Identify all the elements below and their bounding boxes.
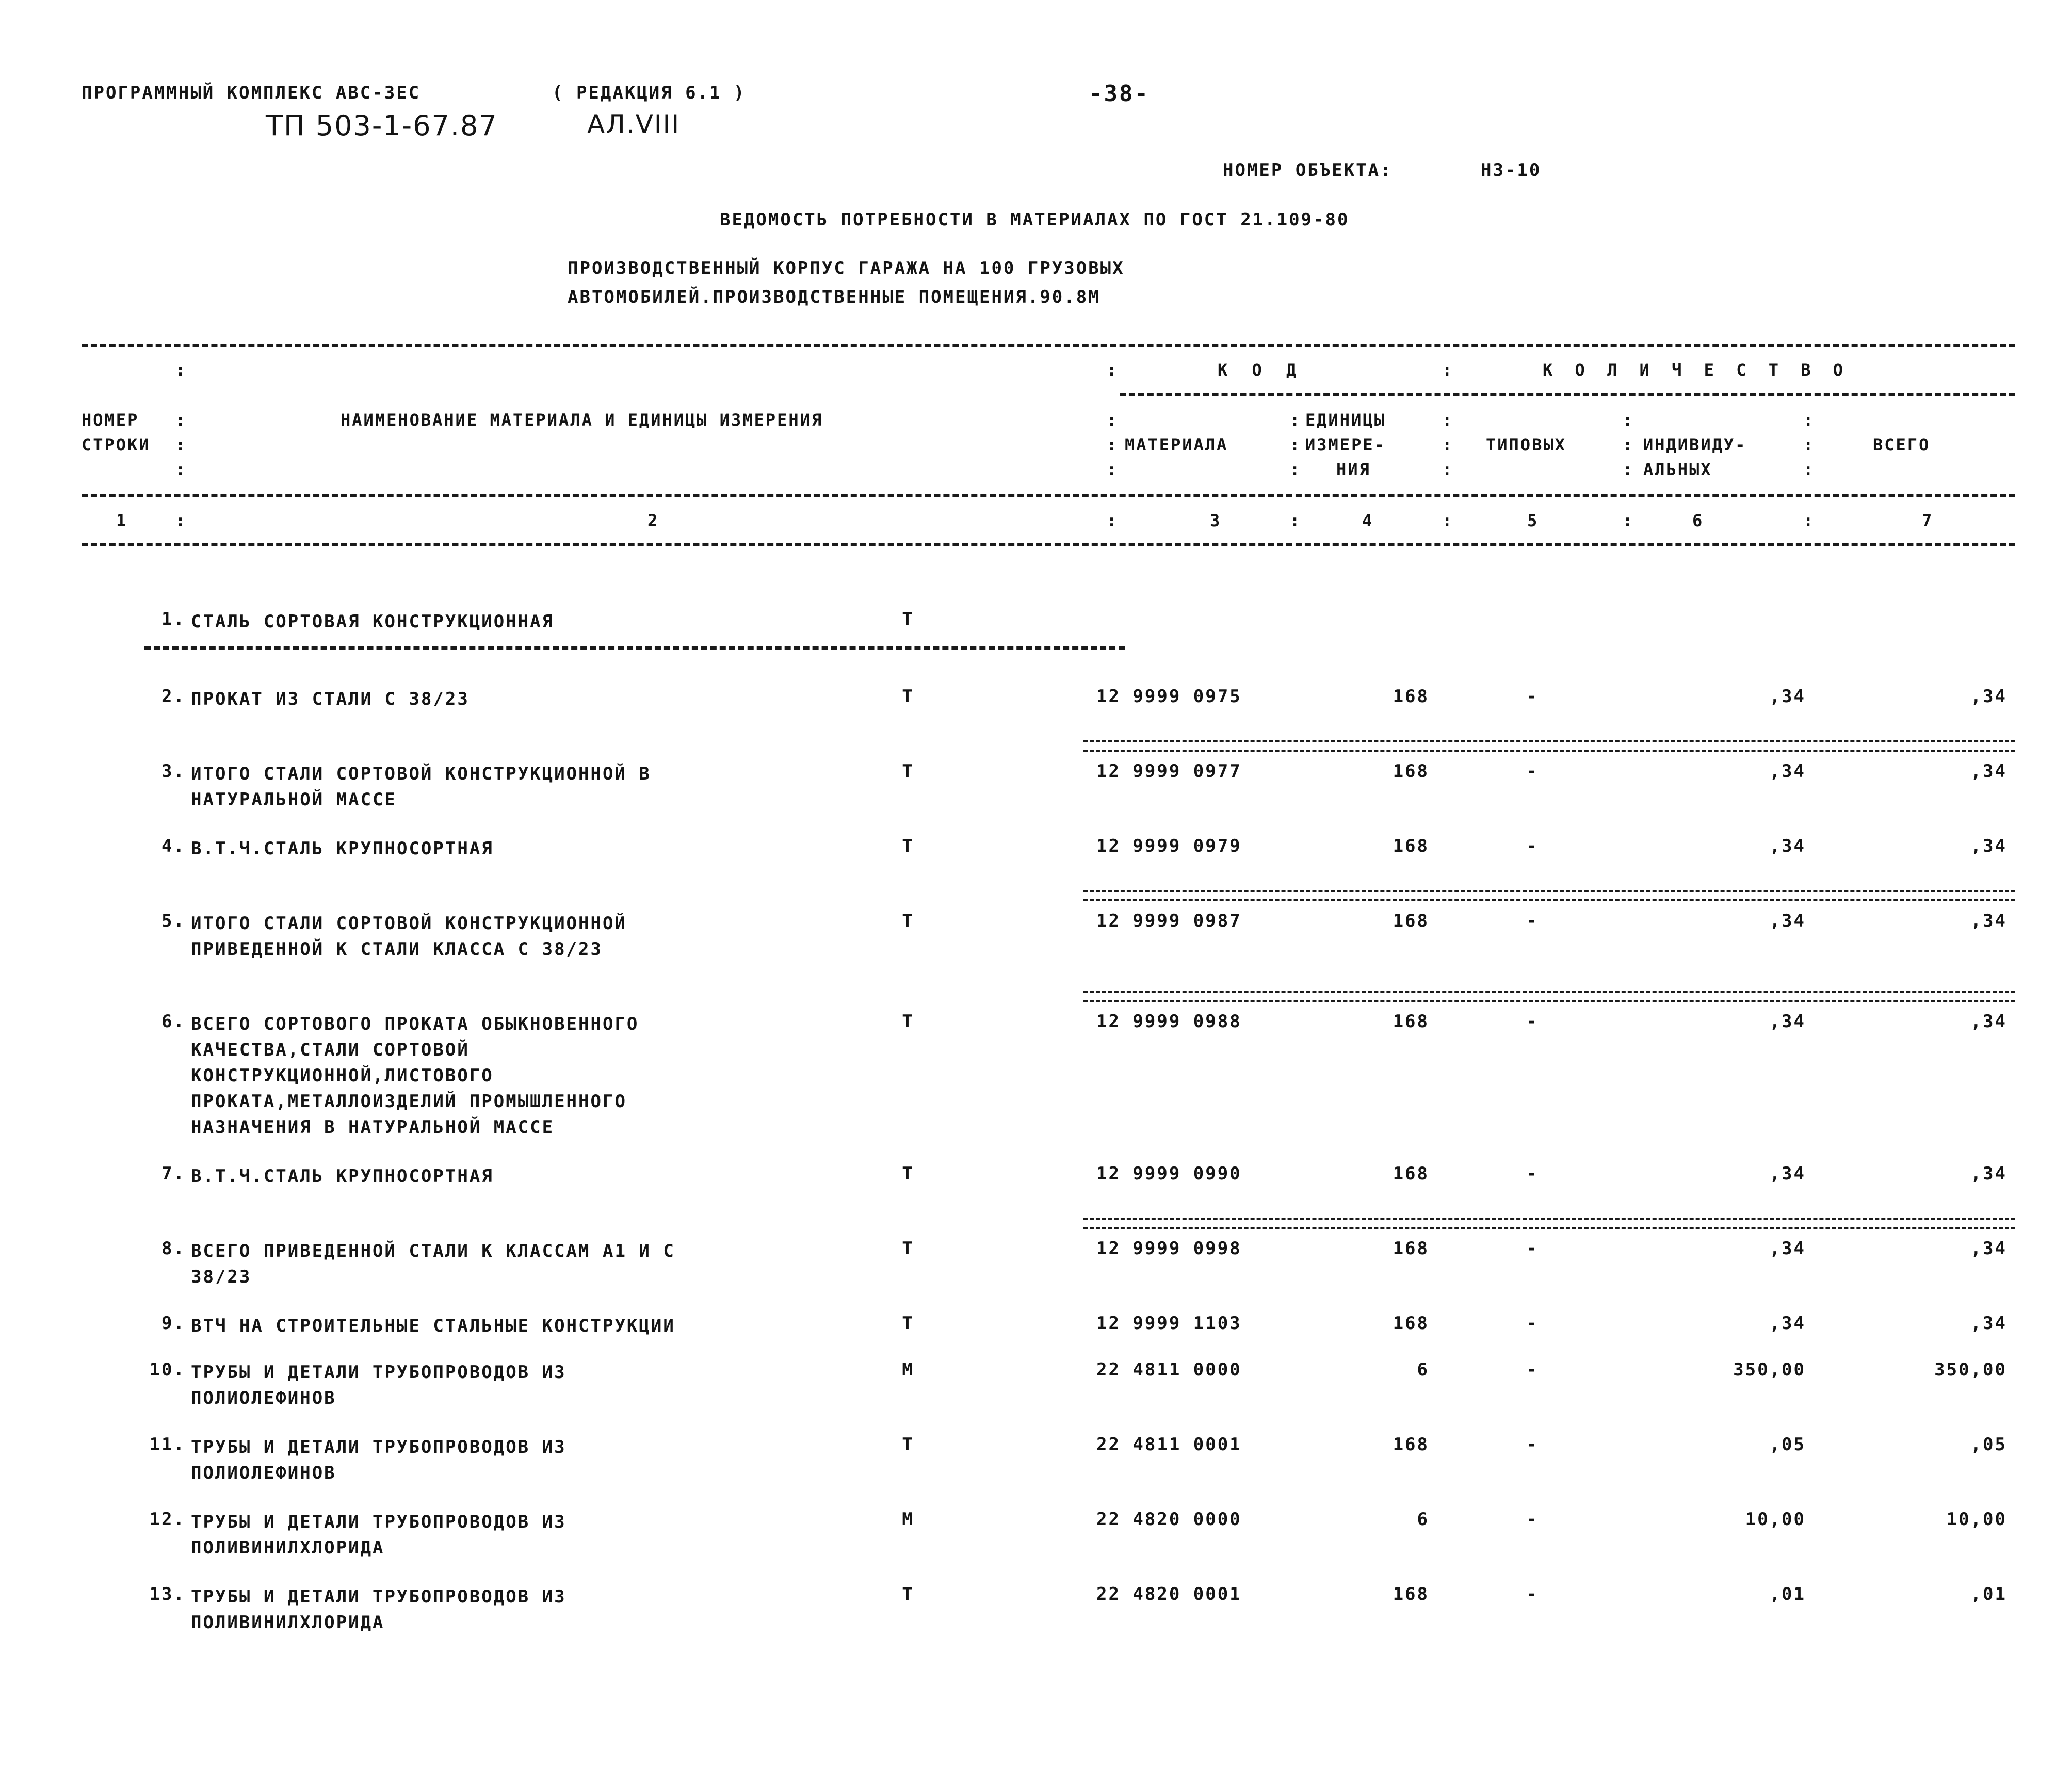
header-quantity-group: К О Л И Ч Е С Т В О — [1543, 360, 1850, 380]
subtotal-rule — [1083, 890, 2015, 901]
col-number-6: 6 — [1692, 511, 1704, 530]
document-title: ВЕДОМОСТЬ ПОТРЕБНОСТИ В МАТЕРИАЛАХ ПО ГОСТ 21.109-80 — [720, 209, 1350, 230]
program-edition: ( РЕДАКЦИЯ 6.1 ) — [552, 83, 746, 103]
subtotal-rule — [1083, 1218, 2015, 1229]
header-material-name: НАИМЕНОВАНИЕ МАТЕРИАЛА И ЕДИНИЦЫ ИЗМЕРЕНИЯ — [341, 410, 823, 430]
object-number-label: НОМЕР ОБЪЕКТА: — [1223, 160, 1393, 181]
document-subtitle-line2: АВТОМОБИЛЕЙ.ПРОИЗВОДСТВЕННЫЕ ПОМЕЩЕНИЯ.90.8М — [568, 287, 1100, 307]
header-code-unit-line3: НИЯ — [1336, 460, 1371, 479]
header-qty-total: ВСЕГО — [1873, 435, 1931, 455]
header-qty-individual-line1: ИНДИВИДУ- — [1643, 435, 1747, 455]
project-number-handwritten: ТП 503-1-67.87 — [266, 109, 498, 142]
header-separators: : : : : : : : : : : : : : : : : : : : : : : : : : : : — [175, 360, 1815, 530]
col-number-3: 3 — [1210, 511, 1222, 530]
col-number-7: 7 — [1922, 511, 1934, 530]
header-row-number-line1: НОМЕР — [82, 410, 139, 430]
header-code-unit-line2: ИЗМЕРЕ- — [1305, 435, 1386, 455]
header-code-material: МАТЕРИАЛА — [1125, 435, 1228, 455]
album-number-handwritten: АЛ.VIII — [587, 109, 681, 139]
program-name: ПРОГРАММНЫЙ КОМПЛЕКС АВС-ЗЕС — [82, 83, 421, 103]
col-number-5: 5 — [1527, 511, 1539, 530]
col-number-2: 2 — [648, 511, 659, 530]
header-qty-typical: ТИПОВЫХ — [1486, 435, 1566, 455]
document-subtitle-line1: ПРОИЗВОДСТВЕННЫЙ КОРПУС ГАРАЖА НА 100 ГРУЗОВЫХ — [568, 258, 1125, 279]
header-qty-individual-line2: АЛЬНЫХ — [1643, 460, 1712, 479]
header-row-number-line2: СТРОКИ — [82, 435, 151, 455]
col-number-4: 4 — [1362, 511, 1374, 530]
object-number: НЗ-10 — [1481, 160, 1542, 181]
page-number: -38- — [1089, 80, 1150, 107]
subtotal-rule — [1083, 991, 2015, 1002]
header-code-group: К О Д — [1218, 360, 1304, 380]
subtotal-rule — [1083, 740, 2015, 752]
row1-underline — [144, 646, 1125, 650]
header-code-unit-line1: ЕДИНИЦЫ — [1305, 410, 1386, 430]
col-number-1: 1 — [116, 511, 128, 530]
